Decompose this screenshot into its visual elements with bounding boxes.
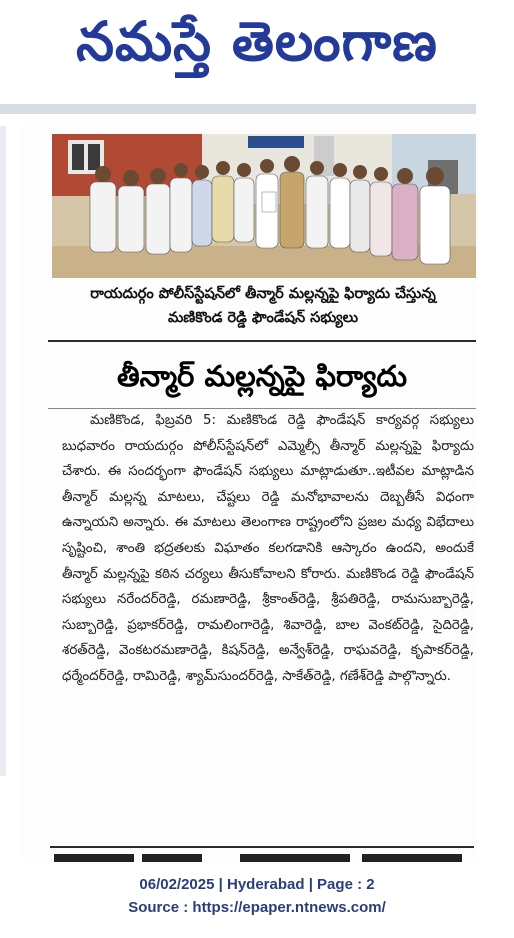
article-headline: తీన్మార్ మల్లన్నపై ఫిర్యాదు xyxy=(117,359,407,393)
newspaper-logo: నమస్తే తెలంగాణ xyxy=(76,10,438,73)
photo-caption-line-1: రాయదుర్గం పోలీస్‌స్టేషన్‌లో తీన్మార్ మల్లన్నపై ఫిర్యాదు చేస్తున్న xyxy=(90,286,436,302)
caption-divider xyxy=(48,340,476,342)
article-body xyxy=(62,408,474,690)
margin-strip xyxy=(0,126,6,776)
masthead-divider xyxy=(0,104,476,114)
source-link[interactable]: Source : https://epaper.ntnews.com/ xyxy=(128,899,386,916)
news-clipping xyxy=(22,122,478,862)
article-paragraph: మణికొండ, ఫిబ్రవరి 5: మణికొండ రెడ్డి ఫౌండేషన్ కార్యవర్గ సభ్యులు బుధవారం రాయదుర్గం పోలీస్‌స్టేషన్‌లో ఎమ్మెల్సీ తీన్మార్ మల్లన్నపై ఫిర్యాదు చేశారు. ఈ సందర్భంగా ఫౌండేషన్ సభ్యులు మాట్లాడుతూ..ఇటీవల మాట్లాడిన తీన్మార్ మల్లన్న మాటలు, చేష్టలు రెడ్డి మనోభావాలను దెబ్బతీసే విధంగా ఉన్నాయని అన్నారు. ఈ మాటలు తెలంగాణ రాష్ట్రంలోని ప్రజల మధ్య విభేదాలు సృష్టించి, శాంతి భద్రతలకు విఘాతం కలగడానికి ఆస్కారం ఉందని, అందుకే తీన్మార్ మల్లన్నపై కఠిన చర్యలు తీసుకోవాలని కోరారు. మణికొండ రెడ్డి ఫౌండేషన్ సభ్యులు నరేందర్‌రెడ్డి, రమణారెడ్డి, శ్రీకాంత్‌రెడ్డి, శ్రీపతిరెడ్డి, రామసుబ్బారెడ్డి, సుబ్బారెడ్డి, ప్రభాకర్‌రెడ్డి, రామలింగారెడ్డి, శివారెడ్డి, బాల వెంకట్‌రెడ్డి, సైదిరెడ్డి, శరత్‌రెడ్డి, వెంకటరమణారెడ్డి, కిషన్‌రెడ్డి, అన్వేశ్‌రెడ్డి, రాఘవరెడ్డి, కృపాకర్‌రెడ్డి, ధర్మేందర్‌రెడ్డి, రామిరెడ్డి, శ్యామ్‌సుందర్‌రెడ్డి, సాకేత్‌రెడ్డి, గణేశ్‌రెడ్డి పాల్గొన్నారు. xyxy=(62,413,474,684)
masthead xyxy=(0,0,514,92)
photo-caption xyxy=(48,282,478,330)
truncated-next-headline xyxy=(50,846,474,862)
dateline: 06/02/2025 | Hyderabad | Page : 2 xyxy=(139,876,375,893)
news-photo xyxy=(52,134,476,278)
photo-caption-line-2: మణికొండ రెడ్డి ఫౌండేషన్ సభ్యులు xyxy=(167,310,359,326)
